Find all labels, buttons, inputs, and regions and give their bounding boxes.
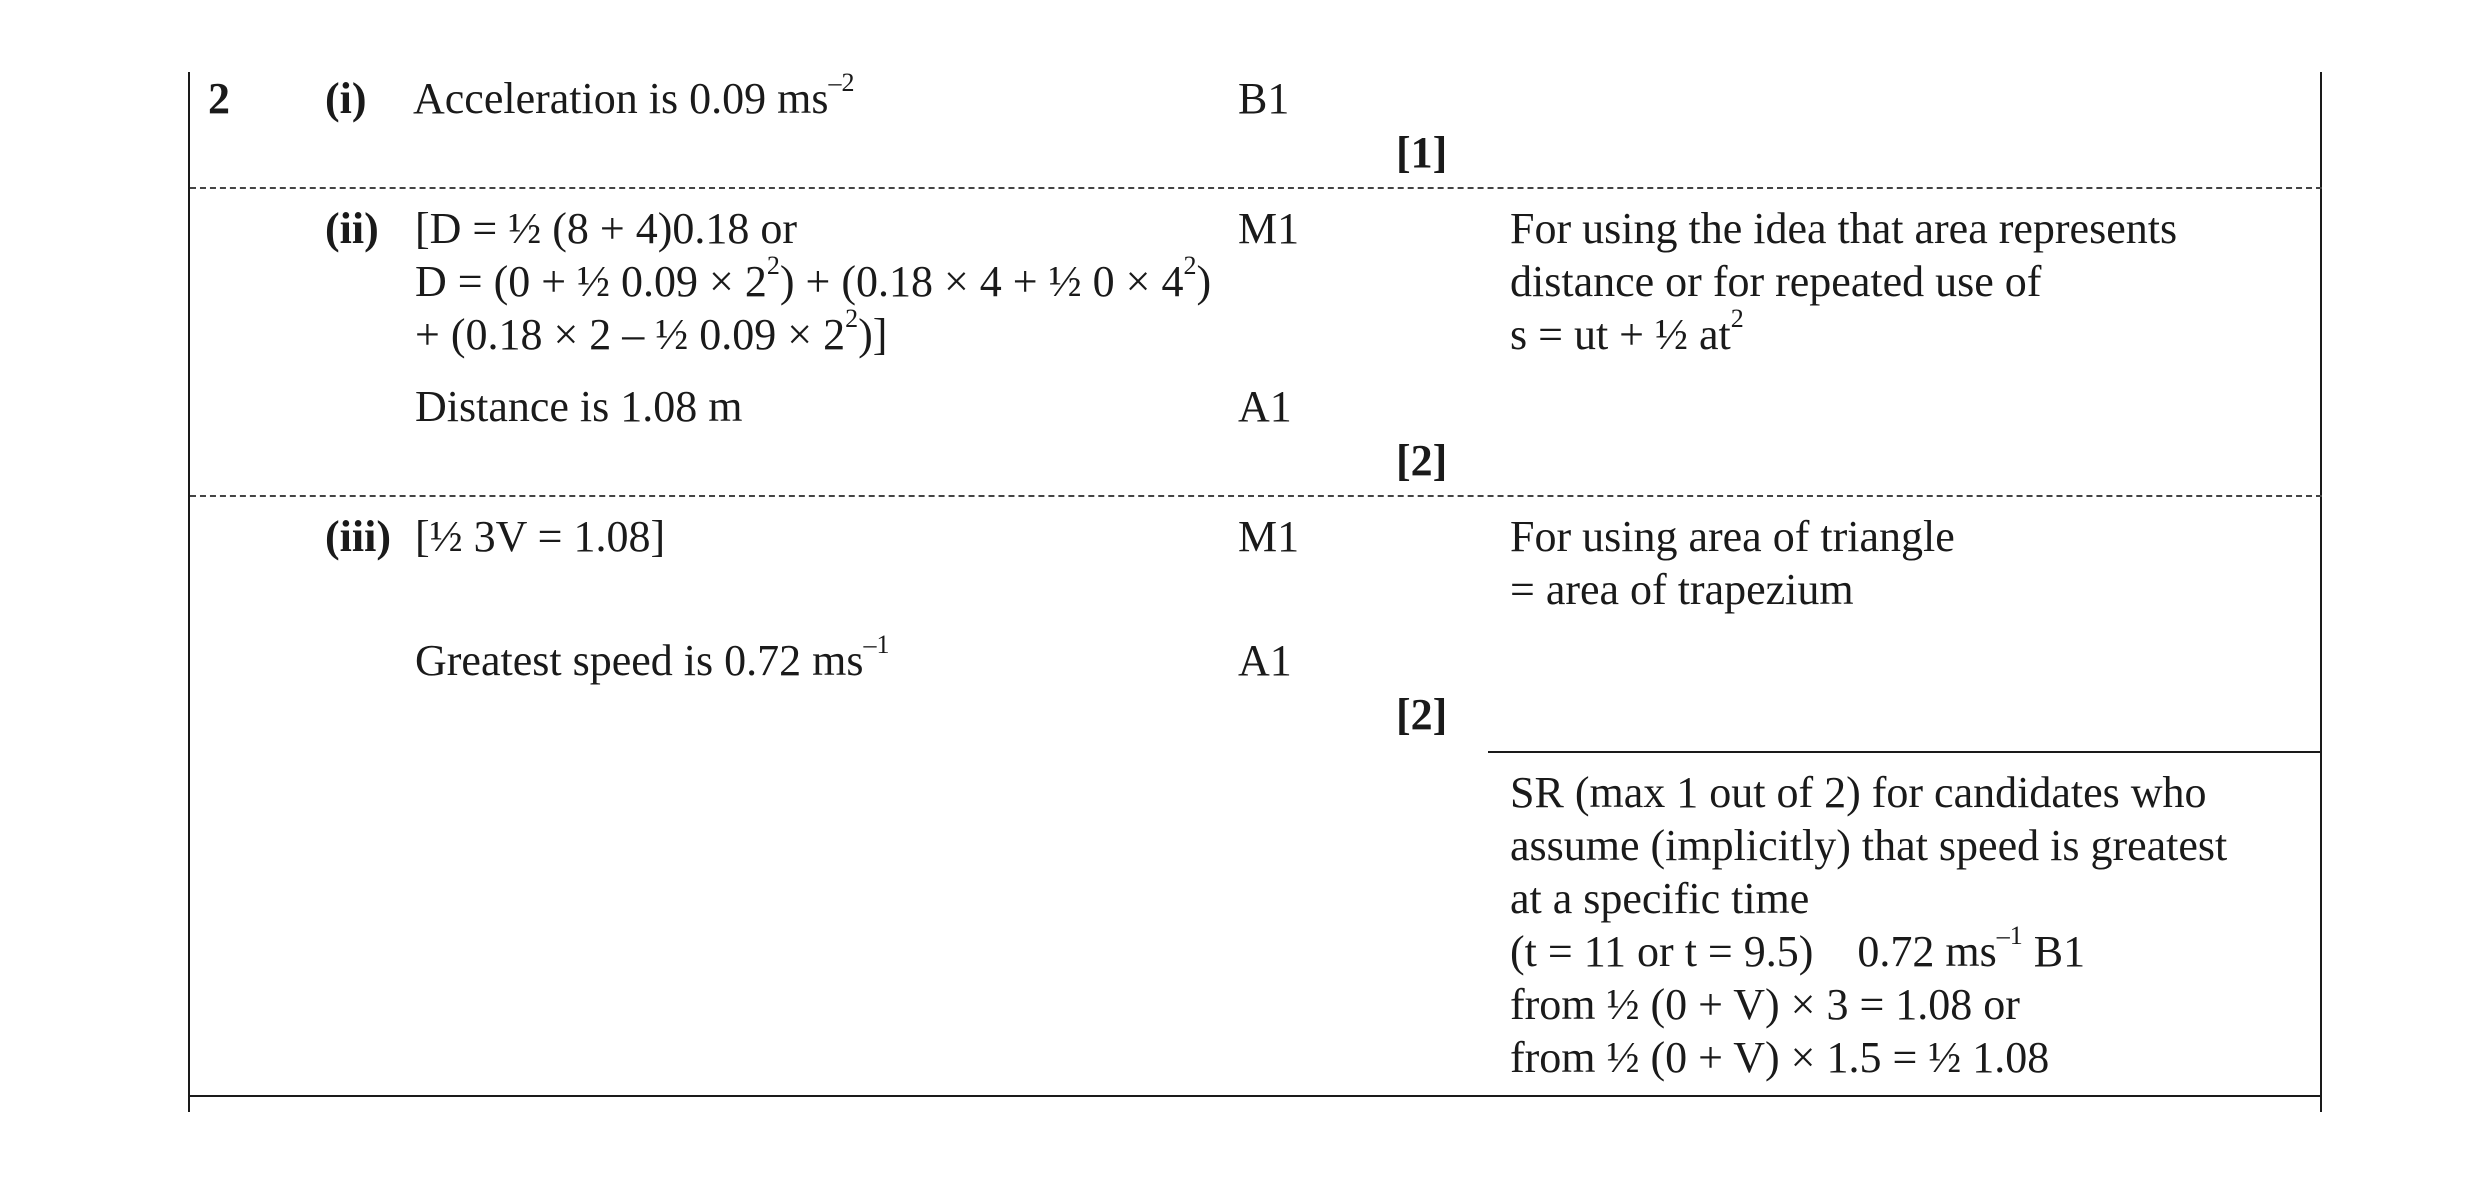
part-iii-answer-mark: A1 — [1238, 636, 1292, 685]
part-ii-answer: Distance is 1.08 m — [415, 382, 743, 431]
part-ii-comment-line-1: For using the idea that area represents — [1510, 204, 2178, 253]
part-ii-comment-line-3: s = ut + ½ $at^2$ — [1510, 304, 1744, 359]
part-ii-comment-line-2: distance or for repeated use of — [1510, 257, 2042, 306]
sr-line-2: assume (implicitly) that speed is greatest — [1510, 821, 2228, 870]
table-left-border — [188, 72, 190, 1112]
part-label-ii: (ii) — [325, 204, 379, 253]
part-iii-comment-line-1: For using area of triangle — [1510, 512, 1955, 561]
part-i-total: [1] — [1396, 128, 1448, 177]
part-ii-working-line-2: D = (0 + ½ $0.09 \times 2^2) + (0.18 \times 4$ + ½ $0 \times 4^2$) — [415, 251, 1212, 306]
sr-line-1: SR (max 1 out of 2) for candidates who — [1510, 768, 2207, 817]
part-i-mark: B1 — [1238, 74, 1290, 123]
row-divider-ii-iii — [190, 495, 2322, 497]
part-ii-total: [2] — [1396, 436, 1448, 485]
part-label-iii: (iii) — [325, 512, 391, 561]
part-i-answer: Acceleration is 0.09 $ms^{-2}$ — [413, 68, 855, 123]
part-ii-working-line-1: [D = ½ (8 + 4)0.18 or — [415, 204, 798, 253]
table-bottom-border — [188, 1095, 2322, 1097]
sr-line-4: (t = 11 or t = 9.5) 0.72 $ms^{-1}$ B1 — [1510, 921, 2086, 976]
sr-line-3: at a specific time — [1510, 874, 1810, 923]
part-ii-working-line-3: + (0.18 × 2 – ½ $0.09 \times 2^2$)] — [415, 304, 888, 359]
question-number: 2 — [208, 74, 230, 123]
table-right-border — [2320, 72, 2322, 1112]
sr-divider — [1488, 751, 2322, 753]
row-divider-i-ii — [190, 187, 2322, 189]
part-label-i: (i) — [325, 74, 367, 123]
part-iii-comment-line-2: = area of trapezium — [1510, 565, 1854, 614]
part-iii-method-mark: M1 — [1238, 512, 1300, 561]
part-iii-answer: Greatest speed is 0.72 $ms^{-1}$ — [415, 630, 890, 685]
sr-line-5: from ½ (0 + V) × 3 = 1.08 or — [1510, 980, 2020, 1029]
part-ii-answer-mark: A1 — [1238, 382, 1292, 431]
sr-line-6: from ½ (0 + V) × 1.5 = ½ 1.08 — [1510, 1033, 2050, 1082]
part-iii-working: [½ 3V = 1.08] — [415, 512, 666, 561]
part-iii-total: [2] — [1396, 690, 1448, 739]
part-ii-method-mark: M1 — [1238, 204, 1300, 253]
